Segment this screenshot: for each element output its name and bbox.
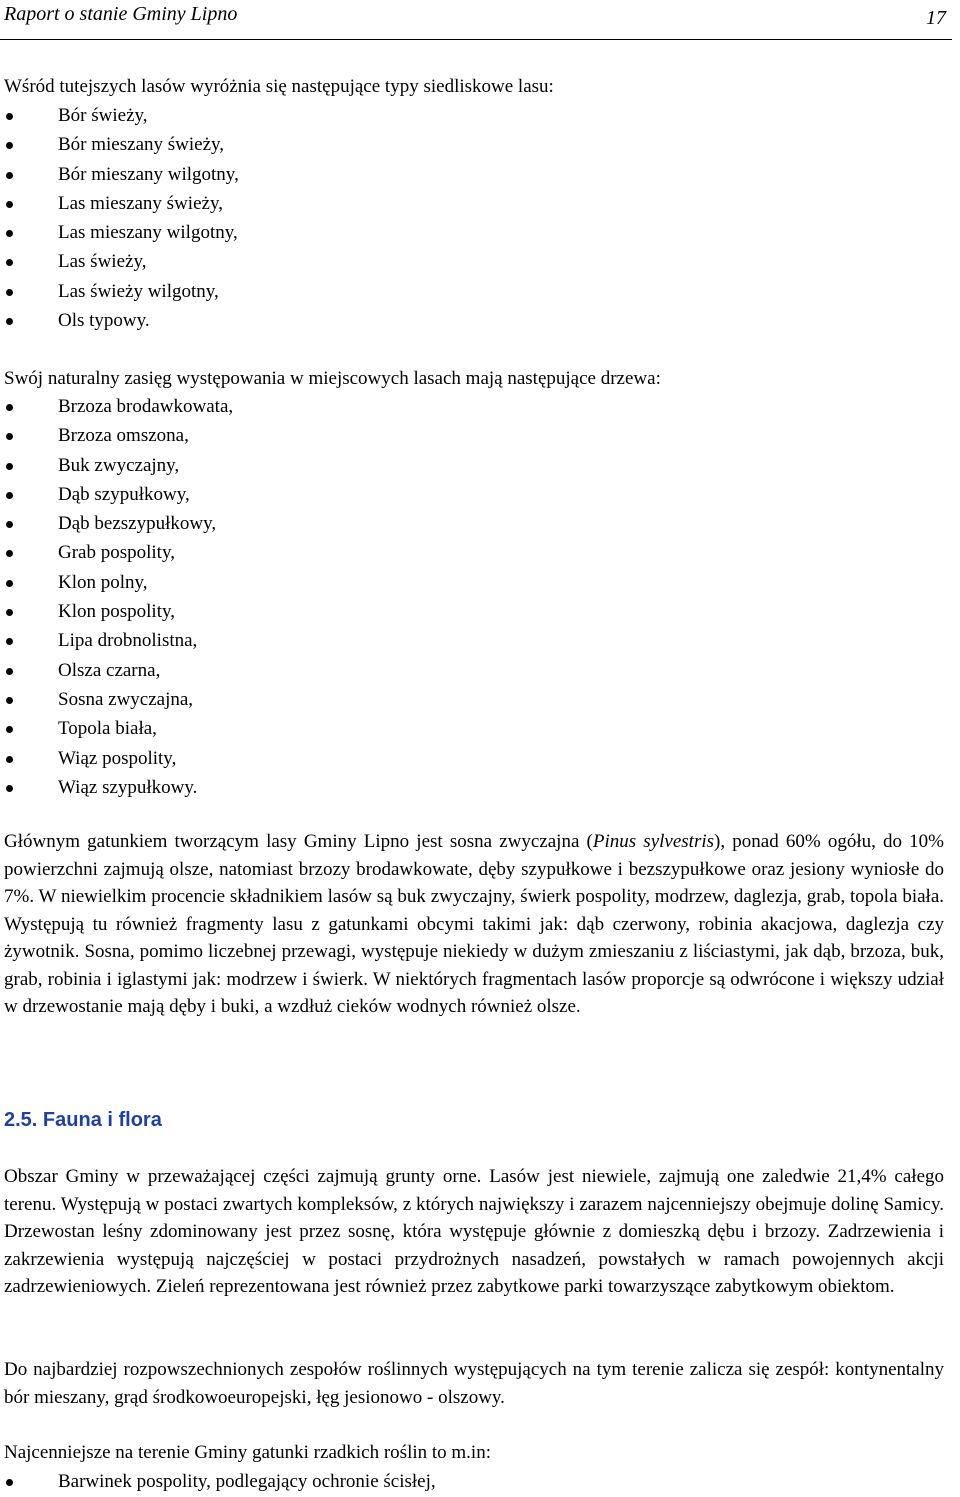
bullet-icon <box>6 230 13 237</box>
trees-intro: Swój naturalny zasięg występowania w miejscowych lasach mają następujące drzewa: <box>4 368 661 389</box>
bullet-icon <box>6 142 13 149</box>
latin-name: Pinus sylvestris <box>592 831 715 852</box>
bullet-icon <box>6 318 13 325</box>
list-item: Klon polny, <box>4 568 233 597</box>
list-item: Barwinek pospolity, podlegający ochronie ścisłej, <box>4 1467 436 1496</box>
bullet-icon <box>6 259 13 266</box>
list-item: Las mieszany świeży, <box>4 189 239 218</box>
list-item: Dąb szypułkowy, <box>4 480 233 509</box>
trees-list <box>4 392 233 802</box>
rare-plants-intro: Najcenniejsze na terenie Gminy gatunki rzadkich roślin to m.in: <box>4 1442 491 1463</box>
list-item: Bór świeży, <box>4 101 239 130</box>
plant-communities-paragraph: Do najbardziej rozpowszechnionych zespołów roślinnych występujących na tym terenie zalicza się zespół: kontynentalny bór mieszany, grąd środkowoeuropejski, łęg jesionowo - olszowy. <box>4 1359 944 1408</box>
rare-plants-list <box>4 1467 436 1496</box>
fauna-flora-paragraph: Obszar Gminy w przeważającej części zajmują grunty orne. Lasów jest niewiele, zajmują one zaledwie 21,4% całego terenu. Występują w postaci zwartych kompleksów, z których największy i zarazem najcenniejszy obejmuje dolinę Samicy. Drzewostan leśny zdominowany jest przez sosnę, która występuje głównie z domieszką dębu i brzozy. Zadrzewienia i zakrzewienia występują najczęściej w postaci przydrożnych nasadzeń, powstałych w ramach powojennych akcji zadrzewieniowych. Zieleń reprezentowana jest również przez zabytkowe parki towarzyszące zabytkowym obiektom. <box>4 1166 944 1297</box>
section-heading: 2.5. Fauna i flora <box>4 1109 162 1131</box>
list-item: Bór mieszany świeży, <box>4 130 239 159</box>
bullet-icon <box>6 697 13 704</box>
bullet-icon <box>6 172 13 179</box>
list-item: Dąb bezszypułkowy, <box>4 509 233 538</box>
bullet-icon <box>6 1479 13 1486</box>
habitats-intro: Wśród tutejszych lasów wyróżnia się następujące typy siedliskowe lasu: <box>4 76 554 97</box>
bullet-icon <box>6 404 13 411</box>
list-item: Brzoza omszona, <box>4 421 233 450</box>
bullet-icon <box>6 726 13 733</box>
list-item: Las świeży, <box>4 247 239 276</box>
list-item: Las mieszany wilgotny, <box>4 218 239 247</box>
list-item: Buk zwyczajny, <box>4 451 233 480</box>
list-item: Wiąz szypułkowy. <box>4 773 233 802</box>
list-item: Lipa drobnolistna, <box>4 626 233 655</box>
list-item: Las świeży wilgotny, <box>4 277 239 306</box>
bullet-icon <box>6 521 13 528</box>
page-number: 17 <box>926 7 946 29</box>
bullet-icon <box>6 433 13 440</box>
running-header <box>0 0 952 40</box>
bullet-icon <box>6 785 13 792</box>
bullet-icon <box>6 638 13 645</box>
bullet-icon <box>6 201 13 208</box>
list-item: Brzoza brodawkowata, <box>4 392 233 421</box>
bullet-icon <box>6 113 13 120</box>
bullet-icon <box>6 580 13 587</box>
list-item: Olsza czarna, <box>4 656 233 685</box>
list-item: Grab pospolity, <box>4 538 233 567</box>
bullet-icon <box>6 463 13 470</box>
bullet-icon <box>6 609 13 616</box>
bullet-icon <box>6 492 13 499</box>
species-paragraph: Głównym gatunkiem tworzącym lasy Gminy Lipno jest sosna zwyczajna (Pinus sylvestris), ponad 60% ogółu, do 10% powierzchni zajmują olsze, natomiast brzozy brodawkowate, dęby szypułkowe i bezszypułkowe oraz jesiony wyniosłe do 7%. W niewielkim procencie składnikiem lasów są buk zwyczajny, świerk pospolity, modrzew, daglezja, grab, topola biała. Występują tu również fragmenty lasu z gatunkami obcymi takimi jak: dąb czerwony, robinia akacjowa, daglezja czy żywotnik. Sosna, pomimo liczebnej przewagi, występuje niekiedy w dużym zmieszaniu z liściastymi, jak dąb, brzoza, buk, grab, robinia i iglastymi jak: modrzew i świerk. W niektórych fragmentach lasów proporcje są odwrócone i większy udział w drzewostanie mają dęby i buki, a wzdłuż cieków wodnych również olsze. <box>4 831 944 1017</box>
list-item: Topola biała, <box>4 714 233 743</box>
bullet-icon <box>6 289 13 296</box>
bullet-icon <box>6 668 13 675</box>
bullet-icon <box>6 756 13 763</box>
list-item: Klon pospolity, <box>4 597 233 626</box>
list-item: Ols typowy. <box>4 306 239 335</box>
list-item: Wiąz pospolity, <box>4 744 233 773</box>
list-item: Sosna zwyczajna, <box>4 685 233 714</box>
list-item: Bór mieszany wilgotny, <box>4 160 239 189</box>
bullet-icon <box>6 550 13 557</box>
document-title: Raport o stanie Gminy Lipno <box>4 3 238 25</box>
habitats-list <box>4 101 239 335</box>
